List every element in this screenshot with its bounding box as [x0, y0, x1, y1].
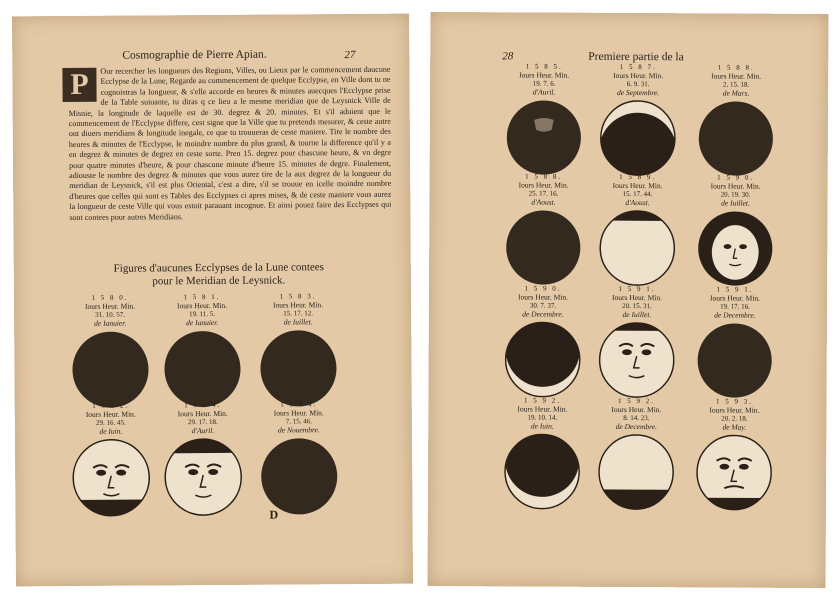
eclipse-column-headers: Iours Heur. Min. — [273, 408, 324, 418]
eclipse-year: 1 5 8 8. — [525, 172, 563, 181]
moon-full-eclipse — [695, 321, 773, 399]
running-head: Cosmographie de Pierre Apian. — [122, 48, 267, 62]
eclipse-column-headers: Iours Heur. Min. — [85, 301, 136, 311]
eclipse-month: de Iuillet. — [622, 309, 652, 320]
moon-partial-eclipse — [597, 433, 675, 511]
eclipse-year: 1 5 9 0. — [524, 284, 562, 293]
page-number: 27 — [344, 48, 356, 62]
eclipse-column-headers: Iours Heur. Min. — [613, 70, 664, 81]
eclipse-column-headers: Iours Heur. Min. — [611, 292, 663, 303]
eclipse-column-headers: Iours Heur. Min. — [612, 180, 663, 191]
eclipse-values: 20. 19. 30. — [720, 190, 751, 199]
eclipse-figure — [495, 172, 592, 287]
eclipse-figure — [589, 173, 686, 288]
eclipse-figure — [588, 285, 685, 400]
eclipse-month: d'Aoust. — [625, 197, 650, 208]
decorated-initial: P — [62, 68, 96, 102]
page-number: 28 — [502, 50, 514, 63]
moon-full-eclipse — [258, 328, 339, 409]
moon-face-partial-eclipse — [696, 209, 774, 287]
moon-partial-eclipse — [503, 432, 581, 510]
eclipse-column-headers: Iours Heur. Min. — [517, 292, 569, 302]
eclipse-year: 1 5 9 0. — [717, 173, 755, 182]
eclipse-values: 29. 16. 45. — [95, 418, 126, 427]
eclipse-figure — [155, 401, 252, 518]
eclipse-figure — [62, 293, 159, 410]
moon-full-eclipse — [70, 329, 151, 410]
eclipse-values: 19. 17. 16. — [720, 302, 750, 311]
eclipse-month: de Iuillet. — [283, 317, 313, 327]
eclipse-column-headers: Iours Heur. Min. — [709, 405, 760, 415]
eclipse-year: 1 5 8 3. — [279, 292, 317, 301]
eclipse-month: d'Aoust. — [531, 197, 556, 207]
moon-full-eclipse — [697, 99, 775, 177]
signature-mark: D — [269, 507, 279, 522]
moon-full-eclipse — [259, 436, 340, 517]
eclipse-column-headers: Iours Heur. Min. — [711, 71, 762, 81]
eclipse-column-headers: Iours Heur. Min. — [709, 293, 761, 303]
eclipse-values: 15. 17. 44. — [622, 189, 653, 199]
eclipse-figure — [250, 292, 347, 409]
eclipse-figure — [686, 397, 783, 512]
eclipse-values: 19. 10. 14. — [527, 413, 558, 422]
eclipse-year: 1 5 8 8. — [717, 63, 755, 72]
eclipse-month: d'Auril. — [532, 87, 556, 97]
eclipse-column-headers: Iours Heur. Min. — [518, 180, 569, 190]
eclipse-month: de Septembre. — [616, 87, 660, 98]
eclipse-year: 1 5 8 4. — [184, 400, 222, 410]
body-text — [68, 65, 391, 223]
eclipse-month: de Iuin. — [530, 421, 554, 431]
eclipse-values: 2. 15. 18. — [722, 80, 750, 89]
eclipse-year: 1 5 8 9. — [619, 172, 657, 182]
running-head: Premiere partie de la — [588, 50, 684, 64]
eclipse-column-headers: Iours Heur. Min. — [177, 300, 228, 311]
section-title: Figures d'aucunes Ecclypses de la Lune contees — [113, 261, 324, 275]
eclipse-month: de May. — [722, 422, 747, 432]
eclipse-values: 30. 7. 37. — [529, 301, 557, 310]
eclipse-figure — [63, 401, 160, 518]
moon-partial-eclipse — [503, 320, 581, 398]
eclipse-year: 1 5 8 7. — [619, 62, 657, 72]
eclipse-figure — [251, 400, 348, 517]
moon-full-eclipse — [504, 208, 582, 286]
eclipse-month: de Iuillet. — [721, 198, 750, 208]
moon-face-partial-eclipse — [163, 437, 244, 518]
eclipse-figure — [496, 62, 593, 177]
right-page — [428, 12, 829, 588]
eclipse-figure — [494, 284, 591, 399]
section-subtitle: pour le Meridian de Leysnick. — [152, 274, 286, 288]
eclipse-year: 1 5 8 2. — [92, 401, 130, 410]
eclipse-values: 19. 11. 5. — [189, 309, 216, 319]
moon-full-eclipse — [162, 329, 243, 410]
eclipse-column-headers: Iours Heur. Min. — [517, 404, 568, 414]
eclipse-values: 15. 17. 12. — [283, 309, 313, 318]
eclipse-column-headers: Iours Heur. Min. — [177, 408, 228, 419]
eclipse-year: 1 5 8 0. — [91, 293, 129, 302]
eclipse-column-headers: Iours Heur. Min. — [85, 409, 136, 419]
eclipse-month: de Mars. — [722, 88, 750, 98]
eclipse-values: 29. 17. 18. — [187, 417, 218, 427]
body-paragraph: Our recercher les longueurs des Regions, Villes, ou Lieux par le commencement daucune Ecclypse de la Lune, Regarde au commencement de quelque Ecclypse, en Ville dont tu ne cognoistras la longueur, & s'elle accorde en heures & minutes auecques l'Ecclypse prise de la Table suiuante, tu diras q ce lieu a le mesme meridian que de Leysnick Ville de Misnie, la longitude de laquelle est de 30. degrez & 20. minutes. Et s'il aduient que le commencement de l'Ecclypse differe, cest signe que la Ville que tu pretends mesurer, & ceste autre ont diuers meridians & longitude inegale, ce que tu trouueras de ceste maniere. Tire le nombre des heures & minutes de l'Ecclypse, le moindre nombre du plus grand, & tourne la difference qu'il y a en degrez & minutes de degrez en ceste sorte. Pren 15. degrez pour chascune heure, & vn degre pour quatre minutes d'heure, & pour chascune minute d'heure 15. minutes de degre. Finalement, adiouste le nombre des degrez & minutes que vous aurez tire de la aux degrez de la longueur du meridian de Leysnick, s'il est plus Oriental, c'est a dire, s'il se trouue en icelle moindre nombre d'heures que celles qui sont es Tables des Ecclypses ci apres mises, & de ceste maniere vous aurez la longueur de ceste Ville qui vous estoit parauant incognue. Et ainsi pouez faire des Ecclypses qui sont contees pour autres Meridians. — [68, 64, 392, 222]
eclipse-month: de Decembre. — [714, 310, 756, 320]
eclipse-figure — [590, 63, 687, 178]
eclipse-figure — [494, 396, 591, 511]
moon-full-eclipse — [505, 98, 583, 176]
eclipse-year: 1 5 8 1. — [183, 292, 221, 302]
eclipse-month: de Ianuier. — [94, 318, 127, 328]
eclipse-values: 31. 10. 57. — [95, 310, 126, 319]
eclipse-month: de Decembre. — [615, 421, 658, 432]
eclipse-values: 7. 15. 46. — [285, 417, 313, 426]
moon-face-partial-eclipse — [597, 321, 675, 399]
eclipse-values: 20. 2. 18. — [721, 414, 748, 423]
eclipse-year: 1 5 9 2. — [617, 396, 655, 406]
eclipse-year: 1 5 8 4. — [280, 400, 318, 409]
eclipse-year: 1 5 8 5. — [525, 62, 563, 71]
eclipse-values: 20. 15. 31. — [622, 301, 652, 311]
moon-partial-eclipse — [598, 209, 676, 287]
eclipse-year: 1 5 9 1. — [618, 284, 656, 294]
eclipse-figure — [687, 173, 784, 288]
left-page — [12, 14, 413, 587]
moon-face-partial-eclipse — [71, 437, 152, 518]
eclipse-month: de Nouembre. — [277, 425, 320, 435]
eclipse-figure — [686, 285, 783, 400]
moon-face-partial-eclipse — [695, 433, 773, 511]
eclipse-year: 1 5 9 1. — [716, 285, 754, 294]
eclipse-column-headers: Iours Heur. Min. — [273, 300, 324, 310]
eclipse-values: 6. 9. 31. — [626, 79, 650, 89]
eclipse-column-headers: Iours Heur. Min. — [710, 181, 761, 191]
eclipse-values: 8. 14. 23. — [623, 413, 650, 423]
eclipse-year: 1 5 9 3. — [715, 397, 753, 406]
eclipse-month: de Ianuier. — [186, 317, 219, 328]
eclipse-values: 19. 7. 6. — [532, 79, 556, 88]
eclipse-month: de Iuin. — [99, 426, 123, 436]
eclipse-month: d'Auril. — [191, 425, 215, 436]
eclipse-column-headers: Iours Heur. Min. — [519, 70, 570, 80]
eclipse-figure — [154, 293, 251, 410]
eclipse-figure — [588, 397, 685, 512]
eclipse-year: 1 5 9 2. — [523, 396, 561, 405]
eclipse-values: 25. 17. 16. — [528, 189, 559, 198]
eclipse-column-headers: Iours Heur. Min. — [611, 404, 662, 415]
eclipse-figure — [688, 63, 785, 178]
eclipse-month: de Decembre. — [522, 309, 564, 319]
moon-partial-eclipse — [599, 99, 677, 177]
